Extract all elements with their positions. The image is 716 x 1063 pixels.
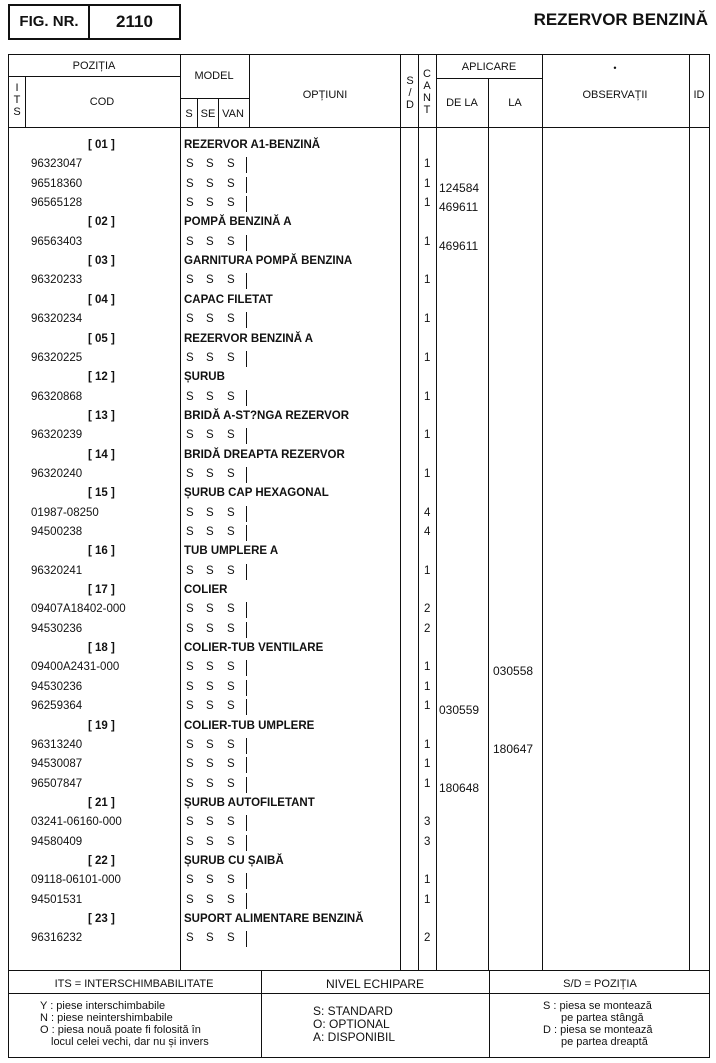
header-optiuni: OPȚIUNI (302, 89, 348, 101)
model-van-value: S (227, 680, 235, 693)
model-s-value: S (186, 603, 194, 616)
model-se-value: S (206, 738, 214, 751)
model-s-value: S (186, 235, 194, 248)
model-van-value: S (227, 390, 235, 403)
page-title: REZERVOR BENZINĂ (533, 10, 708, 29)
position-number: [ 01 ] (88, 139, 115, 151)
option-name: COLIER-TUB VENTILARE (184, 642, 324, 655)
grid-hline (9, 76, 180, 77)
model-van-value: S (227, 932, 235, 945)
model-van-value: S (227, 874, 235, 887)
quantity: 2 (424, 932, 431, 945)
header-cant-c: C (423, 68, 431, 80)
position-number: [ 16 ] (88, 545, 115, 558)
part-row (0, 620, 716, 639)
figure-number-box (8, 4, 181, 40)
footer-nivel-line: S: STANDARD (313, 1004, 393, 1018)
quantity: 3 (424, 835, 431, 848)
model-van-value: S (227, 177, 235, 190)
row-divider (246, 873, 247, 889)
model-s-value: S (186, 274, 194, 287)
option-name: CAPAC FILETAT (184, 293, 273, 306)
row-divider (246, 177, 247, 193)
option-name: ȘURUB CU ȘAIBĂ (184, 854, 284, 867)
footer-nivel-line: O: OPTIONAL (313, 1017, 390, 1031)
part-row (0, 465, 716, 484)
part-code: 96320233 (31, 274, 83, 287)
part-row (0, 175, 716, 194)
model-s-value: S (186, 758, 194, 771)
part-code: 09407A18402-000 (31, 603, 126, 616)
part-code: 94530087 (31, 758, 83, 771)
row-divider (246, 738, 247, 754)
position-group-row (0, 794, 716, 813)
model-s-value: S (186, 429, 194, 442)
position-number: [ 18 ] (88, 642, 115, 655)
part-row (0, 755, 716, 774)
row-divider (246, 699, 247, 715)
model-se-value: S (206, 893, 214, 906)
position-group-row (0, 910, 716, 929)
position-group-row (0, 291, 716, 310)
header-model-s: S (185, 108, 193, 120)
part-code: 94501531 (31, 893, 83, 906)
position-group-row (0, 581, 716, 600)
model-van-value: S (227, 526, 235, 538)
position-number: [ 15 ] (88, 487, 115, 500)
part-code: 09400A2431-000 (31, 661, 120, 674)
position-number: [ 04 ] (88, 293, 115, 306)
model-s-value: S (186, 661, 194, 674)
model-van-value: S (227, 758, 235, 771)
row-divider (246, 235, 247, 251)
model-se-value: S (206, 603, 214, 616)
part-row (0, 426, 716, 445)
part-row (0, 775, 716, 794)
part-row (0, 310, 716, 329)
row-divider (246, 428, 247, 444)
model-s-value: S (186, 816, 194, 829)
quantity: 1 (424, 661, 431, 674)
quantity: 1 (424, 313, 431, 326)
model-se-value: S (206, 429, 214, 442)
model-s-value: S (186, 622, 194, 635)
footer-sd-title: S/D = POZIȚIA (563, 978, 637, 990)
model-se-value: S (206, 564, 214, 577)
model-s-value: S (186, 197, 194, 210)
row-divider (246, 757, 247, 773)
part-row (0, 658, 716, 677)
model-van-value: S (227, 661, 235, 674)
option-name: BRIDĂ DREAPTA REZERVOR (184, 448, 345, 461)
model-s-value: S (186, 506, 194, 519)
model-van-value: S (227, 197, 235, 210)
position-number: [ 05 ] (88, 332, 115, 345)
position-group-row (0, 330, 716, 349)
footer-sd-line: S : piesa se montează (543, 1000, 652, 1012)
header-id: ID (693, 89, 705, 101)
applies-from: 180648 (439, 780, 480, 795)
model-van-value: S (227, 777, 235, 790)
option-name: ȘURUB AUTOFILETANT (184, 796, 315, 809)
row-divider (246, 564, 247, 580)
row-divider (246, 351, 247, 367)
header-cant-n: N (423, 92, 431, 104)
option-name: POMPĂ BENZINĂ A (184, 216, 292, 229)
header-cant (419, 68, 435, 116)
header-pozitia: POZIȚIA (72, 60, 116, 72)
grid-hline (8, 127, 710, 128)
quantity: 4 (424, 506, 431, 519)
row-divider (246, 680, 247, 696)
option-name: ȘURUB CAP HEXAGONAL (184, 487, 329, 500)
position-group-row (0, 542, 716, 561)
model-s-value: S (186, 158, 194, 171)
part-code: 96320868 (31, 390, 83, 403)
position-group-row (0, 446, 716, 465)
model-van-value: S (227, 564, 235, 577)
footer-sd-line: pe partea dreaptă (561, 1036, 648, 1048)
row-divider (246, 893, 247, 909)
option-name: TUB UMPLERE A (184, 545, 279, 558)
footer-sd-legend (543, 1000, 703, 1048)
quantity: 1 (424, 235, 431, 248)
position-number: [ 21 ] (88, 796, 115, 809)
position-number: [ 22 ] (88, 854, 115, 867)
part-code: 94580409 (31, 835, 83, 848)
model-se-value: S (206, 467, 214, 480)
figure-label: FIG. NR. (10, 6, 90, 38)
position-number: [ 02 ] (88, 216, 115, 229)
position-number: [ 12 ] (88, 371, 115, 384)
model-se-value: S (206, 313, 214, 326)
grid-hline (8, 993, 710, 994)
position-number: [ 03 ] (88, 255, 115, 268)
part-row (0, 349, 716, 368)
footer-its-line: locul celei vechi, dar nu și invers (51, 1036, 209, 1048)
quantity: 1 (424, 893, 431, 906)
header-its-i: I (15, 82, 19, 94)
row-divider (246, 506, 247, 522)
model-van-value: S (227, 506, 235, 519)
part-row (0, 871, 716, 890)
position-group-row (0, 484, 716, 503)
model-se-value: S (206, 661, 214, 674)
model-van-value: S (227, 893, 235, 906)
header-aplicare: APLICARE (461, 61, 517, 73)
model-se-value: S (206, 158, 214, 171)
part-row (0, 388, 716, 407)
quantity: 3 (424, 816, 431, 829)
header-its (10, 82, 24, 118)
model-s-value: S (186, 351, 194, 364)
quantity: 1 (424, 390, 431, 403)
part-row (0, 736, 716, 755)
header-sd-slash: / (408, 87, 412, 99)
model-se-value: S (206, 197, 214, 210)
model-s-value: S (186, 777, 194, 790)
footer-its-line: O : piesa nouă poate fi folosită în (40, 1024, 201, 1036)
quantity: 1 (424, 158, 431, 171)
position-group-row (0, 136, 716, 155)
position-number: [ 23 ] (88, 913, 115, 925)
part-row (0, 155, 716, 174)
part-code: 96259364 (31, 700, 83, 713)
part-code: 96320239 (31, 429, 83, 442)
model-se-value: S (206, 680, 214, 693)
part-code: 96320225 (31, 351, 83, 364)
model-van-value: S (227, 235, 235, 248)
position-group-row (0, 639, 716, 658)
model-s-value: S (186, 467, 194, 480)
part-code: 09118-06101-000 (31, 874, 121, 887)
model-se-value: S (206, 526, 214, 538)
part-code: 96320241 (31, 564, 83, 577)
part-code: 94530236 (31, 622, 83, 635)
model-se-value: S (206, 874, 214, 887)
footer-sd-line: D : piesa se montează (543, 1024, 653, 1036)
option-name: SUPORT ALIMENTARE BENZINĂ (184, 913, 364, 925)
part-code: 96507847 (31, 777, 83, 790)
footer-nivel-title: NIVEL ECHIPARE (325, 977, 425, 991)
row-divider (246, 602, 247, 618)
part-code: 96563403 (31, 235, 83, 248)
model-van-value: S (227, 622, 235, 635)
quantity: 1 (424, 274, 431, 287)
quantity: 4 (424, 526, 431, 538)
figure-number: 2110 (116, 12, 153, 31)
applies-from: 469611 (439, 238, 479, 253)
position-group-row (0, 407, 716, 426)
part-row (0, 833, 716, 852)
row-divider (246, 777, 247, 793)
quantity: 1 (424, 564, 431, 577)
part-row (0, 271, 716, 290)
model-s-value: S (186, 700, 194, 713)
header-la: LA (508, 97, 522, 109)
quantity: 2 (424, 622, 431, 635)
option-name: GARNITURA POMPĂ BENZINA (184, 255, 353, 268)
header-model-se: SE (200, 108, 216, 120)
quantity: 1 (424, 777, 431, 790)
part-row (0, 562, 716, 581)
row-divider (246, 157, 247, 173)
model-s-value: S (186, 738, 194, 751)
quantity: 1 (424, 351, 431, 364)
part-row (0, 233, 716, 252)
model-se-value: S (206, 274, 214, 287)
model-s-value: S (186, 177, 194, 190)
position-group-row (0, 213, 716, 232)
quantity: 1 (424, 429, 431, 442)
model-se-value: S (206, 177, 214, 190)
header-sd (401, 75, 419, 111)
part-code: 96320234 (31, 313, 83, 326)
header-cant-t: T (423, 104, 431, 116)
header-de-la: DE LA (446, 97, 478, 109)
footer-its-line: Y : piese interschimbabile (40, 1000, 166, 1012)
quantity: 1 (424, 177, 431, 190)
row-divider (246, 467, 247, 483)
model-se-value: S (206, 816, 214, 829)
quantity: 1 (424, 700, 431, 713)
model-s-value: S (186, 893, 194, 906)
option-name: REZERVOR BENZINĂ A (184, 332, 314, 345)
header-observatii: OBSERVAȚII (582, 89, 648, 101)
position-number: [ 19 ] (88, 719, 115, 732)
applies-from: 124584 (439, 180, 480, 195)
model-s-value: S (186, 680, 194, 693)
model-van-value: S (227, 158, 235, 171)
part-row (0, 194, 716, 213)
row-divider (246, 312, 247, 328)
part-row (0, 697, 716, 716)
part-code: 96313240 (31, 738, 83, 751)
position-number: [ 13 ] (88, 409, 115, 422)
part-row (0, 929, 716, 948)
part-row (0, 600, 716, 619)
part-code: 96565128 (31, 197, 83, 210)
model-s-value: S (186, 564, 194, 577)
position-number: [ 17 ] (88, 584, 115, 597)
applies-to: 180647 (493, 741, 534, 756)
quantity: 1 (424, 467, 431, 480)
position-group-row (0, 717, 716, 736)
model-van-value: S (227, 700, 235, 713)
footer-nivel-line: A: DISPONIBIL (313, 1030, 396, 1044)
part-code: 96316232 (31, 932, 83, 945)
part-code: 03241-06160-000 (31, 816, 122, 829)
header-sd-d: D (406, 99, 414, 111)
model-se-value: S (206, 932, 214, 945)
part-row (0, 504, 716, 523)
row-divider (246, 835, 247, 851)
option-name: BRIDĂ A-ST?NGA REZERVOR (184, 409, 350, 422)
quantity: 2 (424, 603, 431, 616)
model-van-value: S (227, 603, 235, 616)
part-row (0, 891, 716, 910)
option-name: COLIER-TUB UMPLERE (184, 719, 315, 732)
model-se-value: S (206, 700, 214, 713)
option-name: COLIER (184, 584, 228, 597)
model-van-value: S (227, 351, 235, 364)
header-cant-a: A (423, 80, 431, 92)
row-divider (246, 931, 247, 947)
model-van-value: S (227, 429, 235, 442)
applies-from: 030559 (439, 703, 480, 718)
model-van-value: S (227, 467, 235, 480)
model-van-value: S (227, 274, 235, 287)
footer-sd-line: pe partea stângă (561, 1012, 644, 1024)
model-van-value: S (227, 816, 235, 829)
position-group-row (0, 252, 716, 271)
grid-hline (437, 78, 542, 79)
quantity: 1 (424, 680, 431, 693)
header-its-s: S (13, 106, 21, 118)
part-row (0, 678, 716, 697)
quantity: 1 (424, 758, 431, 771)
header-its-t: T (13, 94, 21, 106)
header-model-van: VAN (222, 108, 244, 120)
grid-hline (181, 98, 249, 99)
grid-hline (8, 970, 710, 971)
model-s-value: S (186, 526, 194, 538)
quantity: 1 (424, 738, 431, 751)
option-name: ȘURUB (184, 371, 225, 384)
model-s-value: S (186, 390, 194, 403)
row-divider (246, 196, 247, 212)
model-se-value: S (206, 777, 214, 790)
header-sd-s: S (406, 75, 414, 87)
part-code: 01987-08250 (31, 506, 99, 519)
quantity: 1 (424, 197, 431, 210)
part-code: 94530236 (31, 680, 83, 693)
model-s-value: S (186, 313, 194, 326)
model-s-value: S (186, 835, 194, 848)
row-divider (246, 660, 247, 676)
part-code: 96320240 (31, 467, 83, 480)
position-number: [ 14 ] (88, 448, 115, 461)
footer-nivel-legend (313, 1005, 483, 1044)
model-se-value: S (206, 835, 214, 848)
model-se-value: S (206, 390, 214, 403)
part-code: 96323047 (31, 158, 83, 171)
header-dot-mark: • (613, 63, 617, 73)
row-divider (246, 273, 247, 289)
part-row (0, 523, 716, 542)
header-cod: COD (89, 96, 115, 108)
part-code: 96518360 (31, 177, 83, 190)
model-s-value: S (186, 874, 194, 887)
header-model: MODEL (194, 70, 234, 82)
model-s-value: S (186, 932, 194, 945)
option-name: REZERVOR A1-BENZINĂ (184, 139, 321, 151)
applies-from: 469611 (439, 200, 479, 215)
footer-its-legend (40, 1000, 260, 1048)
quantity: 1 (424, 874, 431, 887)
row-divider (246, 622, 247, 638)
part-code: 94500238 (31, 526, 83, 538)
position-group-row (0, 852, 716, 871)
model-van-value: S (227, 313, 235, 326)
applies-to: 030558 (493, 664, 534, 679)
part-row (0, 813, 716, 832)
model-se-value: S (206, 351, 214, 364)
model-se-value: S (206, 622, 214, 635)
row-divider (246, 815, 247, 831)
model-van-value: S (227, 835, 235, 848)
model-se-value: S (206, 758, 214, 771)
model-se-value: S (206, 235, 214, 248)
row-divider (246, 525, 247, 541)
row-divider (246, 390, 247, 406)
model-van-value: S (227, 738, 235, 751)
position-group-row (0, 368, 716, 387)
footer-its-line: N : piese neintershimbabile (40, 1012, 173, 1024)
footer-its-title: ITS = INTERSCHIMBABILITATE (54, 978, 214, 990)
model-se-value: S (206, 506, 214, 519)
